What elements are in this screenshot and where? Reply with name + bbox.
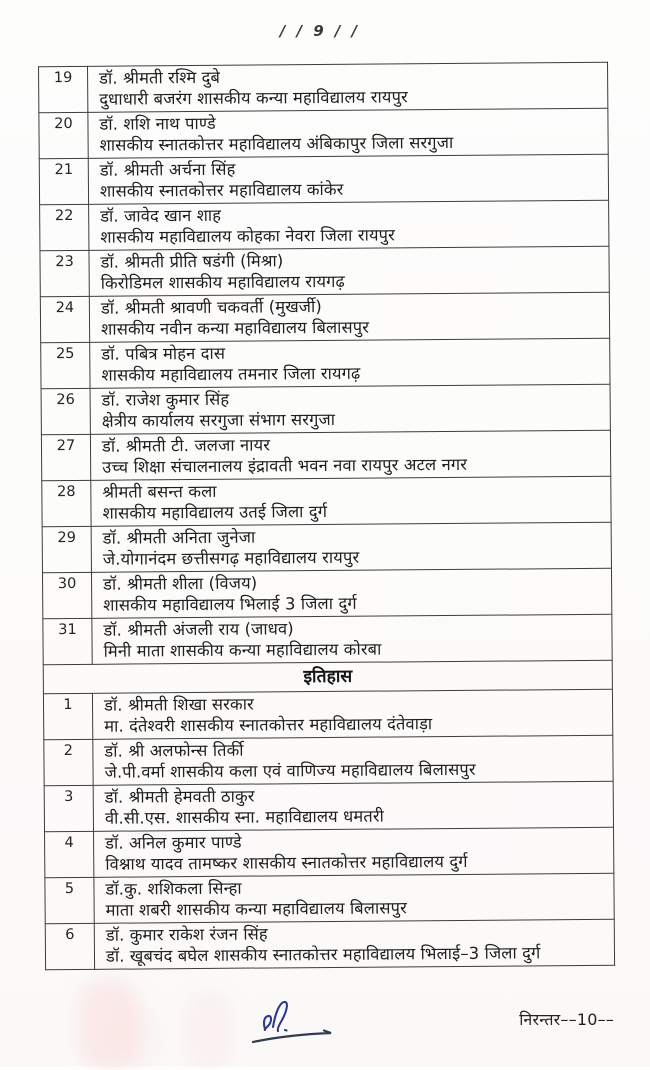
table-row xyxy=(42,522,611,572)
row-number: 22 xyxy=(40,204,89,250)
row-entry xyxy=(90,430,610,480)
scan-artifact xyxy=(120,1010,160,1070)
scan-artifact xyxy=(186,992,232,1070)
table-row xyxy=(41,384,610,434)
entry-college: शासकीय स्नातकोत्तर महाविद्यालय कांकेर xyxy=(99,179,344,201)
row-entry xyxy=(91,476,611,526)
row-entry xyxy=(91,568,611,618)
table-row xyxy=(44,735,613,785)
entry-name: डॉ. श्रीमती शीला (विजय) xyxy=(103,573,258,594)
row-number: 20 xyxy=(39,112,88,158)
entry-name: डॉ. श्रीमती रश्मि दुबे xyxy=(99,67,221,88)
table-row xyxy=(39,62,608,112)
entry-college: शासकीय महाविद्यालय कोहका नेवरा जिला रायपुर xyxy=(100,225,395,247)
row-entry xyxy=(92,614,612,664)
table-row xyxy=(44,781,613,831)
entry-name: डॉ.कु. शशिकला सिन्हा xyxy=(105,878,242,899)
entry-name: डॉ. श्रीमती टी. जलजा नायर xyxy=(101,435,271,456)
row-entry xyxy=(93,735,613,785)
entry-college: शासकीय महाविद्यालय तमनार जिला रायगढ़ xyxy=(101,363,361,385)
row-number: 1 xyxy=(43,693,92,739)
row-number: 26 xyxy=(41,388,90,434)
entry-college: दुधाधारी बजरंग शासकीय कन्या महाविद्यालय रायपुर xyxy=(99,87,408,109)
row-number: 27 xyxy=(41,434,90,480)
row-number: 29 xyxy=(42,526,91,572)
row-entry xyxy=(88,108,608,158)
table-row xyxy=(43,689,612,739)
entry-college: शासकीय महाविद्यालय उतई जिला दुर्ग xyxy=(102,501,328,523)
entry-name: डॉ. श्रीमती प्रीति षडंगी (मिश्रा) xyxy=(100,251,284,272)
entry-name: डॉ. जावेद खान शाह xyxy=(100,205,222,226)
row-number: 28 xyxy=(42,480,91,526)
entry-name: डॉ. श्री अलफोन्स तिर्की xyxy=(104,740,244,761)
row-entry xyxy=(89,246,609,296)
row-entry xyxy=(90,384,610,434)
entry-college: किरोडिमल शासकीय महाविद्यालय रायगढ़ xyxy=(100,271,345,293)
row-entry xyxy=(88,62,608,112)
row-entry xyxy=(92,689,612,739)
entry-name: डॉ. अनिल कुमार पाण्डे xyxy=(105,832,242,853)
entry-name: डॉ. श्रीमती शिखा सरकार xyxy=(103,694,254,715)
roster-table xyxy=(38,62,615,970)
row-number: 24 xyxy=(40,296,89,342)
section-header-row xyxy=(43,660,612,693)
row-number: 30 xyxy=(42,572,91,618)
entry-name: डॉ. श्रीमती अनिता जुनेजा xyxy=(102,527,256,548)
row-entry xyxy=(94,873,614,923)
entry-college: मा. दंतेश्वरी शासकीय स्नातकोत्तर महाविद्यालय दंतेवाड़ा xyxy=(104,714,433,736)
entry-name: डॉ. श्रीमती हेमवती ठाकुर xyxy=(104,786,255,807)
entry-college: डॉ. खूबचंद बघेल शासकीय स्नातकोत्तर महाविद्यालय भिलाई–3 जिला दुर्ग xyxy=(105,943,541,966)
entry-college: जे.योगानंदम छत्तीसगढ़ महाविद्यालय रायपुर xyxy=(102,547,360,569)
continuation-note: निरन्तर––10–– xyxy=(519,1010,614,1029)
entry-college: मिनी माता शासकीय कन्या महाविद्यालय कोरबा xyxy=(103,639,382,661)
entry-college: शासकीय महाविद्यालय भिलाई 3 जिला दुर्ग xyxy=(103,593,357,615)
table-row xyxy=(41,430,610,480)
table-row xyxy=(41,338,610,388)
entry-name: डॉ. शशि नाथ पाण्डे xyxy=(99,113,216,134)
table-row xyxy=(45,873,614,923)
table-row xyxy=(40,200,609,250)
entry-college: जे.पी.वर्मा शासकीय कला एवं वाणिज्य महाविद्यालय बिलासपुर xyxy=(104,759,476,782)
entry-college: वी.सी.एस. शासकीय स्ना. महाविद्यालय धमतरी xyxy=(104,806,385,828)
row-number: 31 xyxy=(43,618,92,664)
row-entry xyxy=(93,781,613,831)
row-entry xyxy=(89,292,609,342)
row-number: 19 xyxy=(39,66,88,112)
table-row xyxy=(40,246,609,296)
row-entry xyxy=(91,522,611,572)
row-number: 6 xyxy=(45,923,94,969)
entry-name: डॉ. श्रीमती अर्चना सिंह xyxy=(99,159,236,180)
roster-table-wrap xyxy=(38,62,615,970)
table-row xyxy=(45,827,614,877)
row-number: 5 xyxy=(45,877,94,923)
history-section xyxy=(43,689,614,969)
row-number: 25 xyxy=(41,342,90,388)
row-number: 3 xyxy=(44,785,93,831)
table-row xyxy=(42,568,611,618)
entry-college: विश्नाथ यादव तामष्कर शासकीय स्नातकोत्तर महाविद्यालय दुर्ग xyxy=(105,851,468,874)
row-number: 2 xyxy=(44,739,93,785)
entry-college: क्षेत्रीय कार्यालय सरगुजा संभाग सरगुजा xyxy=(101,409,336,431)
entry-college: शासकीय स्नातकोत्तर महाविद्यालय अंबिकापुर जिला सरगुजा xyxy=(99,132,454,155)
scan-artifact xyxy=(78,980,140,1070)
row-entry xyxy=(90,338,610,388)
entry-name: श्रीमती बसन्त कला xyxy=(102,481,217,502)
row-number: 23 xyxy=(40,250,89,296)
entry-college: शासकीय नवीन कन्या महाविद्यालय बिलासपुर xyxy=(101,317,370,339)
table-row xyxy=(43,614,612,664)
table-row xyxy=(39,154,608,204)
row-entry xyxy=(89,200,609,250)
section-header: इतिहास xyxy=(43,660,612,693)
table-row xyxy=(45,919,614,969)
section-header-body xyxy=(43,660,612,693)
entry-name: डॉ. पबित्र मोहन दास xyxy=(101,343,226,364)
row-number: 4 xyxy=(45,831,94,877)
row-entry xyxy=(94,827,614,877)
row-entry xyxy=(88,154,608,204)
roster-section xyxy=(39,62,613,664)
entry-name: डॉ. श्रीमती अंजली राय (जाधव) xyxy=(103,619,294,640)
table-row xyxy=(39,108,608,158)
entry-name: डॉ. राजेश कुमार सिंह xyxy=(101,389,230,410)
row-entry xyxy=(94,919,614,969)
row-number: 21 xyxy=(39,158,88,204)
page-number: / / 9 / / xyxy=(279,22,361,40)
entry-college: माता शबरी शासकीय कन्या महाविद्यालय बिलासपुर xyxy=(105,898,407,920)
signature-mark xyxy=(243,993,363,1051)
entry-name: डॉ. कुमार राकेश रंजन सिंह xyxy=(105,924,268,945)
table-row xyxy=(42,476,611,526)
entry-name: डॉ. श्रीमती श्रावणी चकवर्ती (मुखर्जी) xyxy=(100,297,323,318)
table-row xyxy=(40,292,609,342)
entry-college: उच्च शिक्षा संचालनालय इंद्रावती भवन नवा रायपुर अटल नगर xyxy=(102,454,468,477)
